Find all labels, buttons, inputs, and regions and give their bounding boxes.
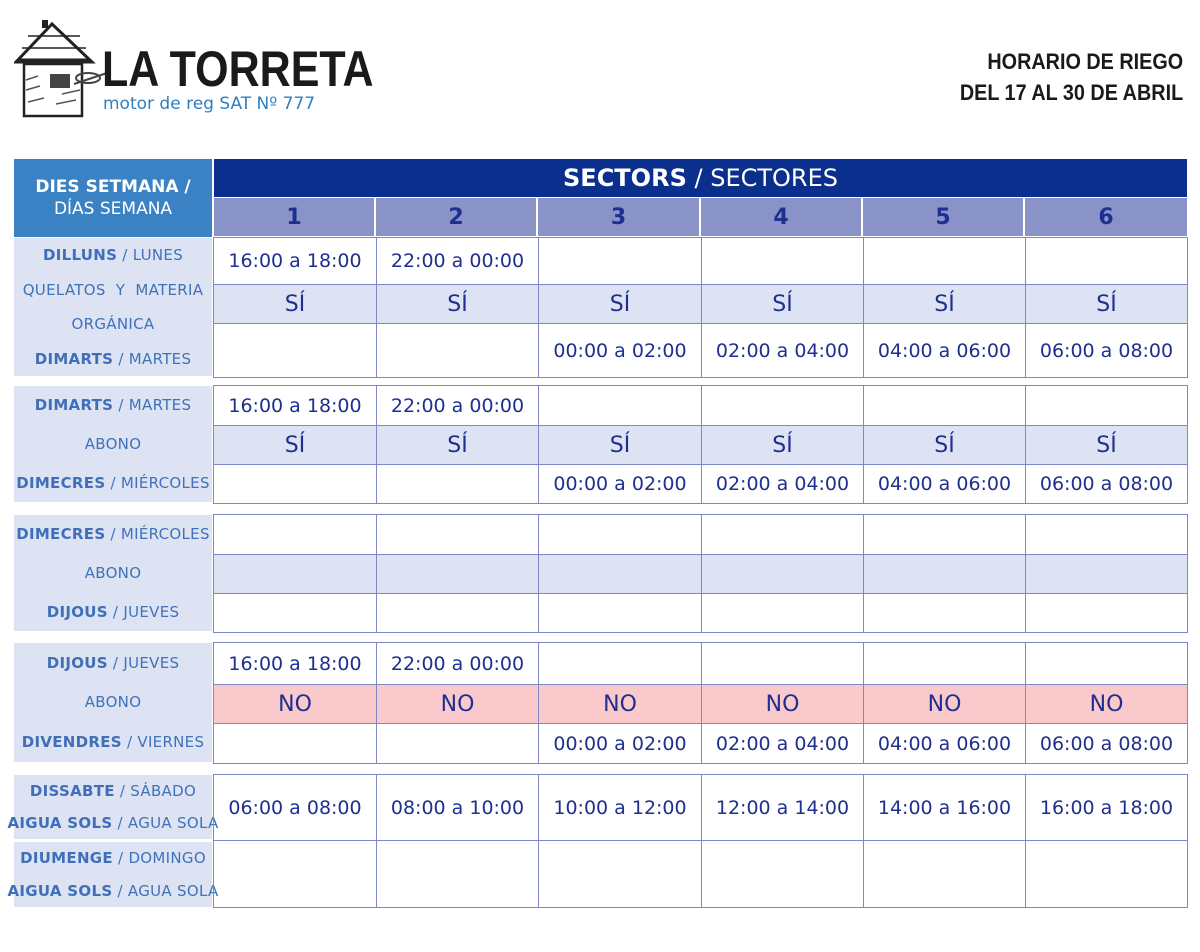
schedule-cell: 02:00 a 04:00 bbox=[701, 464, 864, 504]
day-label-block-4 bbox=[14, 643, 212, 762]
schedule-cell: NO bbox=[863, 684, 1026, 724]
day-label-sunday-bold: AIGUA SOLS bbox=[7, 881, 113, 900]
day-label-saturday-bold: AIGUA SOLS bbox=[7, 814, 113, 832]
schedule-cell bbox=[1025, 840, 1188, 908]
schedule-cell: 04:00 a 06:00 bbox=[863, 323, 1026, 378]
day-label-block-1-line bbox=[23, 281, 204, 299]
schedule-cell: SÍ bbox=[376, 425, 539, 465]
day-label-saturday-bold: DISSABTE bbox=[29, 782, 115, 800]
schedule-cell bbox=[538, 237, 702, 285]
schedule-cell: 12:00 a 14:00 bbox=[701, 774, 864, 841]
day-label-block-2-normal: / MIÉRCOLES bbox=[105, 473, 210, 492]
schedule-cell: 16:00 a 18:00 bbox=[213, 642, 377, 685]
sector-number-6: 6 bbox=[1025, 198, 1187, 236]
schedule-cell bbox=[1025, 554, 1188, 594]
schedule-cell bbox=[538, 514, 702, 555]
days-header bbox=[14, 159, 212, 237]
schedule-cell: 22:00 a 00:00 bbox=[376, 642, 539, 685]
schedule-cell: 06:00 a 08:00 bbox=[1025, 464, 1188, 504]
day-label-block-1-line bbox=[72, 315, 155, 333]
schedule-cell bbox=[1025, 642, 1188, 685]
schedule-cell bbox=[701, 642, 864, 685]
schedule-cell: NO bbox=[376, 684, 539, 724]
day-label-block-3-normal: / JUEVES bbox=[107, 602, 180, 621]
day-label-saturday-normal: / AGUA SOLA bbox=[112, 814, 219, 832]
day-label-block-2-normal: / MARTES bbox=[113, 396, 192, 415]
schedule-cell: SÍ bbox=[213, 425, 377, 465]
schedule-cell bbox=[213, 554, 377, 594]
day-label-block-3-normal: ABONO bbox=[84, 563, 142, 582]
schedule-cell bbox=[863, 642, 1026, 685]
schedule-cell: SÍ bbox=[1025, 284, 1188, 324]
sector-number-1: 1 bbox=[214, 198, 376, 236]
schedule-cell bbox=[376, 464, 539, 504]
day-label-block-1-normal: QUELATOS Y MATERIA bbox=[22, 280, 204, 299]
schedule-cell bbox=[213, 840, 377, 908]
brand-logo bbox=[14, 20, 374, 120]
schedule-cell: 10:00 a 12:00 bbox=[538, 774, 702, 841]
sector-number-5: 5 bbox=[863, 198, 1025, 236]
schedule-cell: NO bbox=[213, 684, 377, 724]
day-label-saturday-normal: / SÁBADO bbox=[114, 782, 197, 800]
day-label-block-4-normal: ABONO bbox=[84, 693, 142, 712]
schedule-cell: SÍ bbox=[863, 284, 1026, 324]
schedule-cell bbox=[863, 514, 1026, 555]
schedule-cell bbox=[701, 593, 864, 633]
day-label-block-2-line bbox=[35, 396, 192, 414]
schedule-cell: SÍ bbox=[701, 284, 864, 324]
day-label-block-1-bold: DIMARTS bbox=[34, 349, 114, 368]
day-label-saturday-line bbox=[7, 814, 218, 832]
schedule-cell: 22:00 a 00:00 bbox=[376, 237, 539, 285]
schedule-cell bbox=[701, 385, 864, 426]
day-label-block-2-line bbox=[85, 435, 142, 453]
schedule-cell bbox=[538, 385, 702, 426]
day-label-block-3 bbox=[14, 515, 212, 631]
schedule-cell bbox=[213, 593, 377, 633]
title-line-2: DEL 17 AL 30 DE ABRIL bbox=[959, 80, 1183, 105]
schedule-cell bbox=[376, 840, 539, 908]
schedule-cell bbox=[376, 514, 539, 555]
schedule-cell: 00:00 a 02:00 bbox=[538, 323, 702, 378]
schedule-cell: SÍ bbox=[863, 425, 1026, 465]
sectors-header-bold: SECTORS bbox=[563, 164, 687, 192]
day-label-saturday bbox=[7, 775, 219, 839]
schedule-cell: 08:00 a 10:00 bbox=[376, 774, 539, 841]
day-label-block-2-bold: DIMARTS bbox=[34, 396, 114, 415]
schedule-cell: 04:00 a 06:00 bbox=[863, 723, 1026, 764]
schedule-cell: SÍ bbox=[376, 284, 539, 324]
schedule-cell bbox=[376, 323, 539, 378]
schedule-cell bbox=[863, 554, 1026, 594]
day-label-block-4-normal: / JUEVES bbox=[107, 653, 180, 672]
sector-number-2: 2 bbox=[376, 198, 538, 236]
day-label-sunday-normal: / AGUA SOLA bbox=[112, 881, 219, 900]
schedule-cell bbox=[863, 385, 1026, 426]
schedule-cell: 00:00 a 02:00 bbox=[538, 723, 702, 764]
day-label-block-2 bbox=[14, 386, 212, 502]
days-header-bold: DIES SETMANA / bbox=[35, 177, 191, 197]
schedule-cell bbox=[538, 642, 702, 685]
schedule-cell bbox=[213, 514, 377, 555]
schedule-cell bbox=[701, 237, 864, 285]
schedule-cell bbox=[376, 593, 539, 633]
day-label-block-1-normal: / MARTES bbox=[113, 349, 192, 368]
schedule-cell: 16:00 a 18:00 bbox=[213, 237, 377, 285]
schedule-cell bbox=[863, 840, 1026, 908]
schedule-cell bbox=[376, 723, 539, 764]
day-label-block-3-line bbox=[85, 564, 142, 582]
days-header-normal: DÍAS SEMANA bbox=[53, 199, 173, 219]
day-label-block-4-line bbox=[22, 733, 205, 751]
schedule-cell: 02:00 a 04:00 bbox=[701, 323, 864, 378]
tower-icon bbox=[14, 20, 114, 120]
sectors-header bbox=[214, 159, 1187, 197]
day-label-block-1-normal: / LUNES bbox=[117, 246, 184, 265]
day-label-sunday-line bbox=[7, 882, 218, 900]
schedule-cell bbox=[863, 593, 1026, 633]
sectors-header-normal: / SECTORES bbox=[686, 164, 838, 192]
schedule-cell: 16:00 a 18:00 bbox=[213, 385, 377, 426]
day-label-block-1 bbox=[14, 238, 212, 376]
brand-subtitle: motor de reg SAT Nº 777 bbox=[103, 94, 316, 114]
schedule-cell: 06:00 a 08:00 bbox=[1025, 323, 1188, 378]
schedule-cell bbox=[1025, 385, 1188, 426]
schedule-cell bbox=[1025, 237, 1188, 285]
schedule-cell: NO bbox=[701, 684, 864, 724]
schedule-cell: 22:00 a 00:00 bbox=[376, 385, 539, 426]
day-label-sunday bbox=[7, 842, 219, 907]
schedule-cell bbox=[213, 323, 377, 378]
day-label-block-2-bold: DIMECRES bbox=[16, 473, 106, 492]
title-line-1: HORARIO DE RIEGO bbox=[987, 49, 1183, 74]
schedule-cell bbox=[701, 554, 864, 594]
sector-number-3: 3 bbox=[538, 198, 701, 236]
day-label-block-4-line bbox=[85, 693, 142, 711]
day-label-sunday-normal: / DOMINGO bbox=[112, 849, 206, 868]
day-label-block-3-line bbox=[16, 525, 210, 543]
schedule-cell: 02:00 a 04:00 bbox=[701, 723, 864, 764]
day-label-block-3-normal: / MIÉRCOLES bbox=[105, 525, 210, 544]
day-label-block-2-line bbox=[16, 474, 210, 492]
brand-name: LA TORRETA bbox=[102, 41, 374, 97]
schedule-cell: NO bbox=[538, 684, 702, 724]
schedule-cell: 04:00 a 06:00 bbox=[863, 464, 1026, 504]
schedule-cell bbox=[213, 464, 377, 504]
schedule-cell bbox=[701, 514, 864, 555]
day-label-block-4-bold: DIJOUS bbox=[46, 653, 108, 672]
schedule-cell bbox=[1025, 514, 1188, 555]
day-label-block-4-normal: / VIERNES bbox=[121, 733, 205, 752]
day-label-block-1-bold: DILLUNS bbox=[42, 246, 118, 265]
schedule-cell bbox=[538, 593, 702, 633]
schedule-cell: NO bbox=[1025, 684, 1188, 724]
day-label-block-1-line bbox=[35, 350, 192, 368]
day-label-block-4-line bbox=[47, 654, 180, 672]
schedule-cell bbox=[213, 723, 377, 764]
day-label-block-3-bold: DIMECRES bbox=[16, 525, 106, 544]
day-label-block-2-normal: ABONO bbox=[84, 434, 142, 453]
schedule-cell: 06:00 a 08:00 bbox=[213, 774, 377, 841]
schedule-cell: 00:00 a 02:00 bbox=[538, 464, 702, 504]
schedule-cell: 14:00 a 16:00 bbox=[863, 774, 1026, 841]
day-label-block-3-bold: DIJOUS bbox=[46, 602, 108, 621]
page-title bbox=[960, 46, 1183, 108]
schedule-cell: SÍ bbox=[538, 284, 702, 324]
schedule-cell bbox=[701, 840, 864, 908]
schedule-cell bbox=[1025, 593, 1188, 633]
schedule-cell bbox=[863, 237, 1026, 285]
schedule-cell: 06:00 a 08:00 bbox=[1025, 723, 1188, 764]
schedule-cell bbox=[538, 554, 702, 594]
day-label-block-3-line bbox=[47, 603, 180, 621]
day-label-sunday-bold: DIUMENGE bbox=[20, 849, 113, 868]
schedule-cell: 16:00 a 18:00 bbox=[1025, 774, 1188, 841]
day-label-block-1-line bbox=[43, 246, 183, 264]
schedule-cell bbox=[376, 554, 539, 594]
schedule-cell: SÍ bbox=[701, 425, 864, 465]
sector-number-4: 4 bbox=[701, 198, 863, 236]
schedule-cell bbox=[538, 840, 702, 908]
schedule-cell: SÍ bbox=[538, 425, 702, 465]
day-label-block-4-bold: DIVENDRES bbox=[21, 733, 122, 752]
schedule-cell: SÍ bbox=[213, 284, 377, 324]
day-label-saturday-line bbox=[30, 782, 196, 800]
schedule-cell: SÍ bbox=[1025, 425, 1188, 465]
day-label-sunday-line bbox=[20, 849, 206, 867]
day-label-block-1-normal: ORGÁNICA bbox=[71, 315, 155, 334]
